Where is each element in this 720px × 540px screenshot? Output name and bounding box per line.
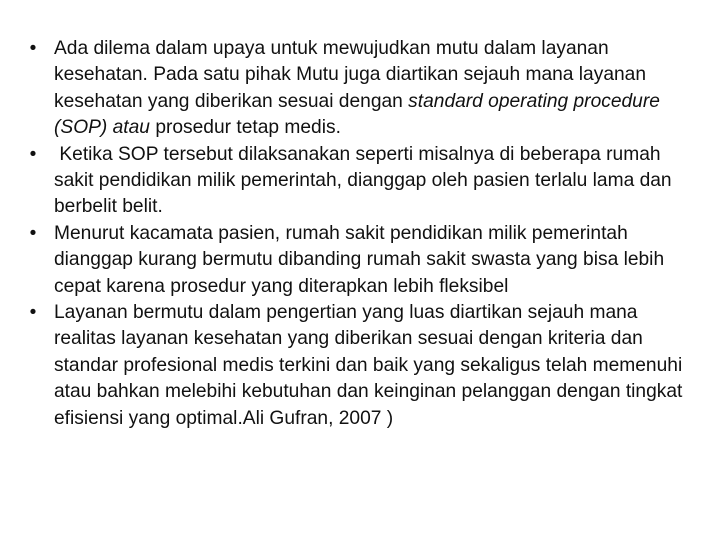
bullet-text-1 [54,38,660,138]
bullet-item-1 [24,36,704,142]
bullet-item-2 [24,142,704,221]
bullet-list [24,36,704,432]
bullet-text-1-part-3: prosedur tetap medis. [149,117,341,139]
bullet-item-4 [24,300,704,432]
bullet-icon: • [29,143,37,165]
bullet-text-4: Layanan bermutu dalam pengertian yang luas diartikan sejauh mana realitas layanan kesehatan yang diberikan sesuai dengan kriteria dan standar profesional medis terkini dan baik yang sekaligus telah memenuhi atau bahkan melebihi kebutuhan dan keinginan pelanggan dengan tingkat efisiensi yang optimal.Ali Gufran, 2007 ) [54,302,683,429]
bullet-icon: • [29,302,37,324]
bullet-text-2: Ketika SOP tersebut dilaksanakan seperti misalnya di beberapa rumah sakit pendidikan milik pemerintah, dianggap oleh pasien terlalu lama dan berbelit belit. [54,143,677,218]
bullet-text-1-italic: standard operating procedure (SOP) atau [54,90,660,139]
bullet-icon: • [29,222,37,244]
bullet-text-3: Menurut kacamata pasien, rumah sakit pendidikan milik pemerintah dianggap kurang bermutu dibanding rumah sakit swasta yang bisa lebih cepat karena prosedur yang diterapkan lebih fleksibel [54,222,665,297]
bullet-icon: • [29,38,37,59]
bullet-text-1-part-1: Ada dilema dalam upaya untuk mewujudkan mutu dalam layanan kesehatan. Pada satu pihak Mutu juga diartikan sejauh mana layanan kesehatan yang diberikan sesuai dengan [54,38,647,112]
bullet-item-3 [24,221,704,300]
